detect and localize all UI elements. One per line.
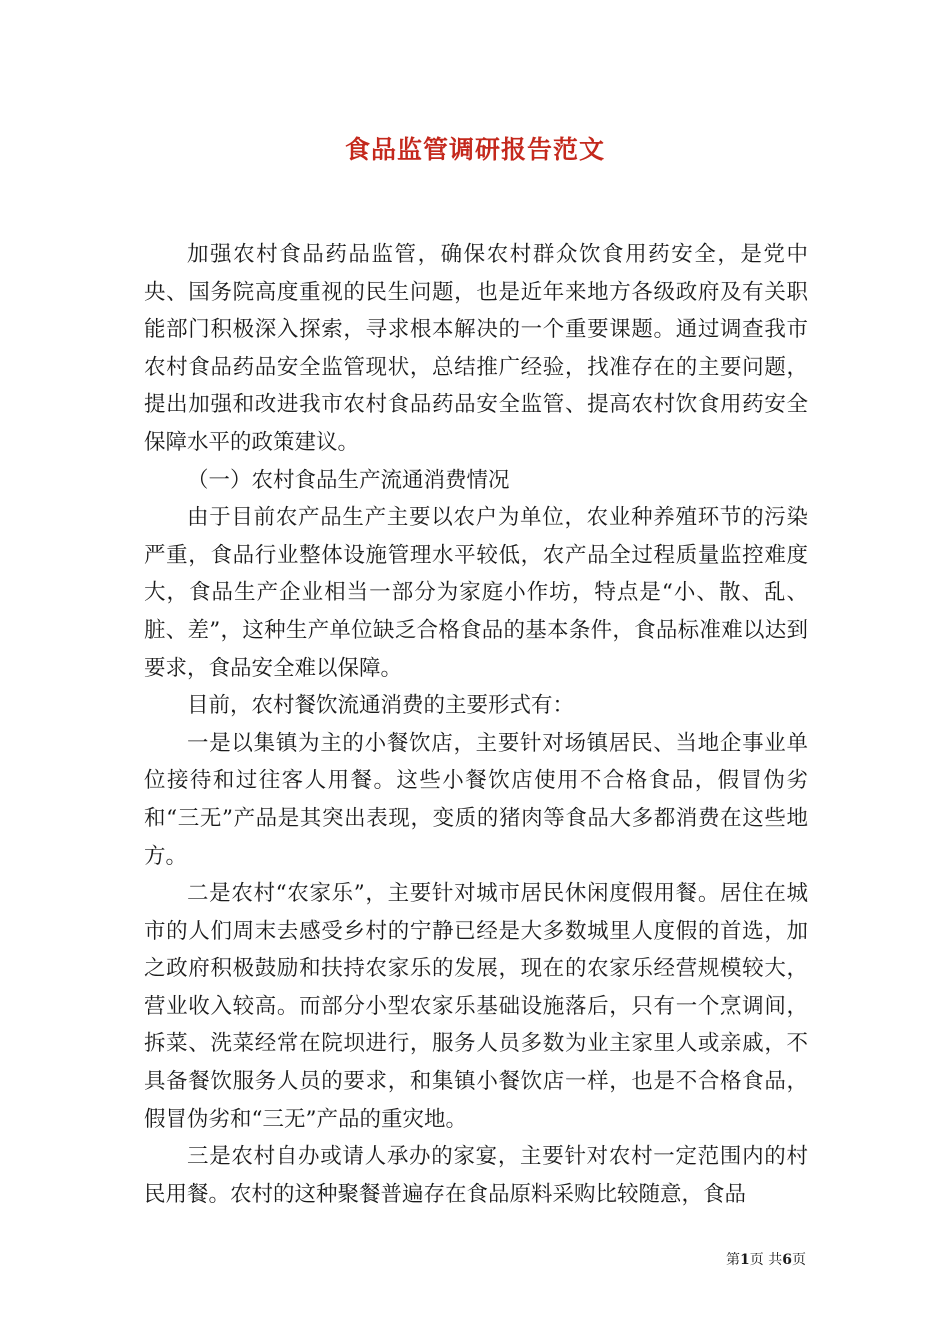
paragraph: 目前，农村餐饮流通消费的主要形式有： (187, 693, 575, 719)
paragraph: 三是农村自办或请人承办的家宴，主要针对农村一定范围内的村民用餐。农村的这种聚餐普遍存在食品原料采购比较随意，食品 (144, 1144, 808, 1207)
footer-prefix: 第 (726, 1252, 741, 1268)
page-number-footer (726, 1249, 806, 1269)
document-title: 食品监管调研报告范文 (344, 135, 605, 164)
document-body (144, 236, 808, 1213)
footer-suffix: 页 (792, 1252, 806, 1268)
current-page-number: 1 (740, 1252, 750, 1268)
footer-middle: 页 共 (749, 1252, 783, 1268)
paragraph: 由于目前农产品生产主要以农户为单位，农业种养殖环节的污染严重，食品行业整体设施管理水平较低，农产品全过程质量监控难度大，食品生产企业相当一部分为家庭小作坊，特点是“小、散、乱、脏、差”，这种生产单位缺乏合格食品的基本条件，食品标准难以达到要求，食品安全难以保障。 (144, 505, 808, 681)
total-pages-number: 6 (782, 1252, 792, 1268)
paragraph: 二是农村“农家乐”，主要针对城市居民休闲度假用餐。居住在城市的人们周末去感受乡村的宁静已经是大多数城里人度假的首选，加之政府积极鼓励和扶持农家乐的发展，现在的农家乐经营规模较大，营业收入较高。而部分小型农家乐基础设施落后，只有一个烹调间，拆菜、洗菜经常在院坝进行，服务人员多数为业主家里人或亲戚，不具备餐饮服务人员的要求，和集镇小餐饮店一样，也是不合格食品，假冒伪劣和“三无”产品的重灾地。 (144, 881, 808, 1132)
paragraph: 加强农村食品药品监管，确保农村群众饮食用药安全，是党中央、国务院高度重视的民生问题，也是近年来地方各级政府及有关职能部门积极深入探索，寻求根本解决的一个重要课题。通过调查我市农村食品药品安全监管现状，总结推广经验，找准存在的主要问题，提出加强和改进我市农村食品药品安全监管、提高农村饮食用药安全保障水平的政策建议。 (144, 242, 808, 455)
paragraph: 一是以集镇为主的小餐饮店，主要针对场镇居民、当地企事业单位接待和过往客人用餐。这些小餐饮店使用不合格食品，假冒伪劣和“三无”产品是其突出表现，变质的猪肉等食品大多都消费在这些地方。 (144, 730, 808, 869)
section-heading: （一）农村食品生产流通消费情况 (187, 467, 510, 493)
